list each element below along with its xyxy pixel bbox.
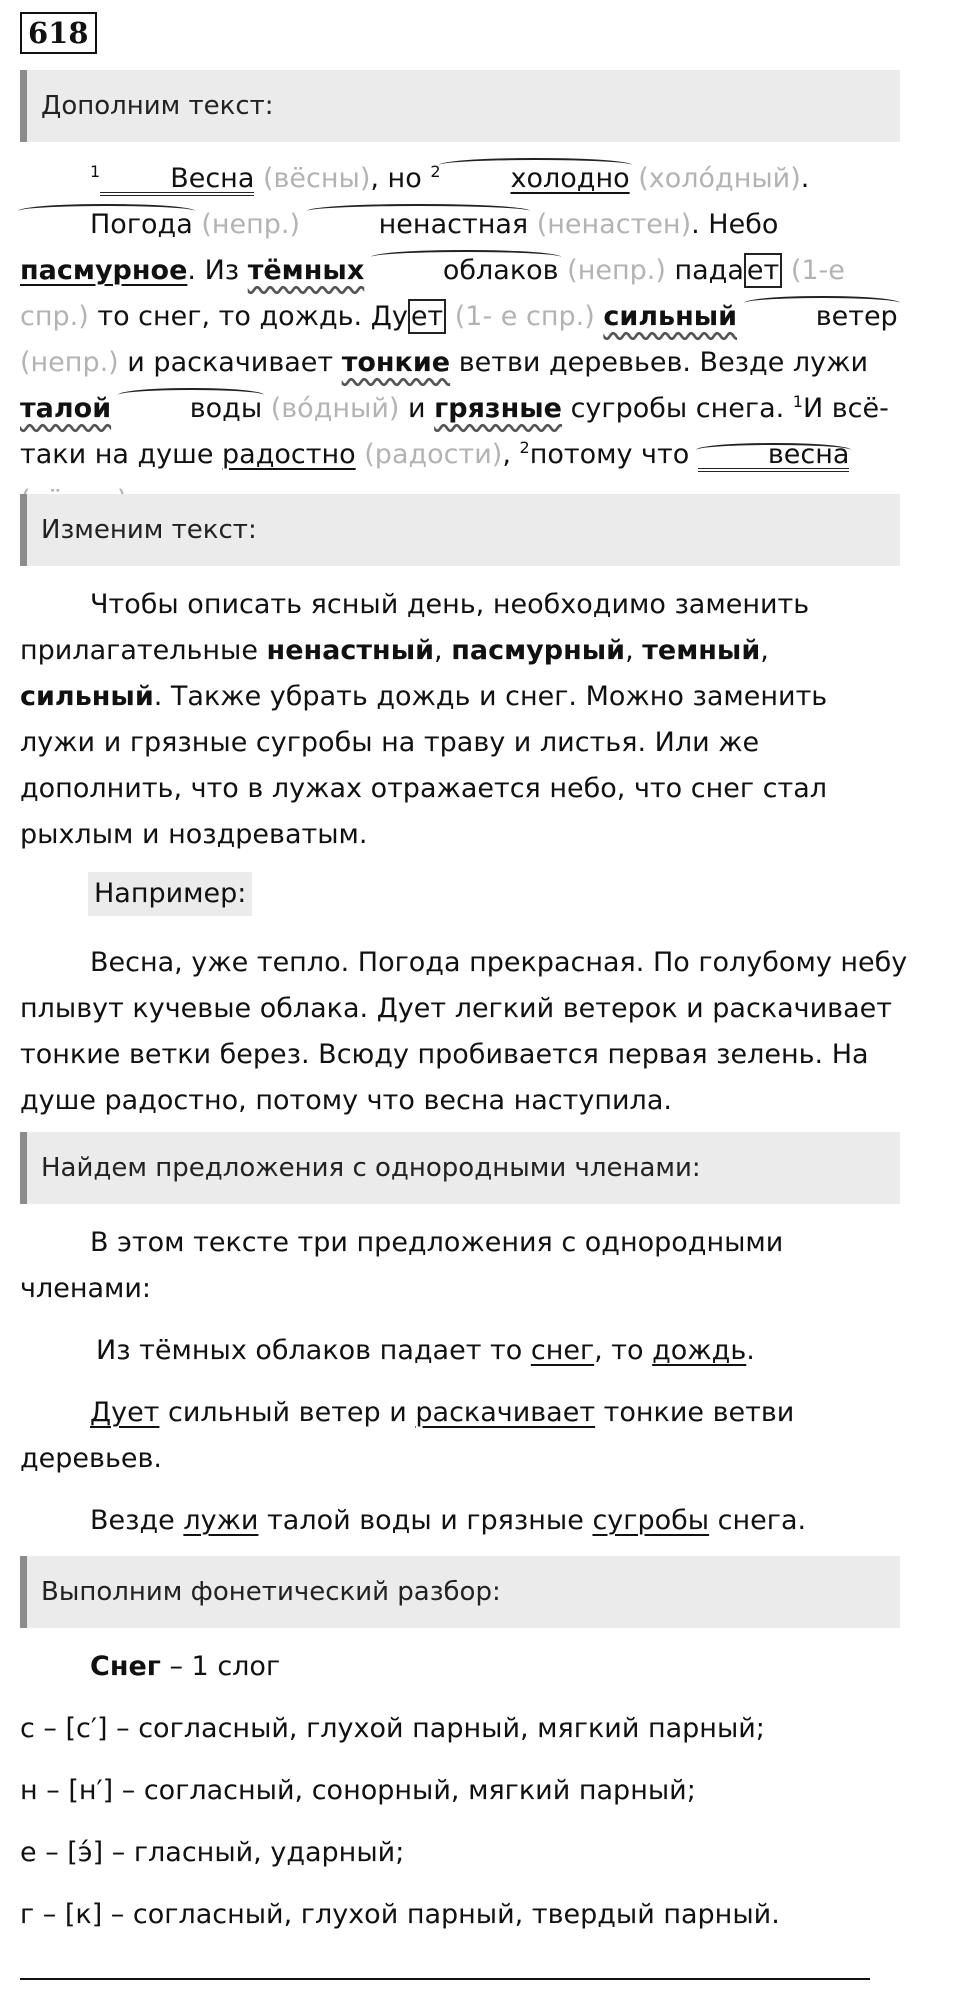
underlined-word: дождь (652, 1335, 747, 1366)
homogeneous-sentence-2 (20, 1390, 910, 1482)
text-fragment: , (760, 635, 769, 666)
hint-oblakov: (непр.) (567, 255, 666, 286)
word-pasmurnoe: пасмурное (20, 255, 188, 286)
word-duet-root: Ду (370, 301, 408, 332)
task-number: 618 (20, 12, 97, 54)
word-vesna-2: весна (698, 441, 850, 472)
text-fragment: . (800, 163, 810, 194)
text-fragment: Чтобы описать ясный день, необходимо заменить прилагательные (20, 589, 810, 666)
phonetic-word-heading (20, 1644, 910, 1690)
completed-text-paragraph (20, 156, 910, 524)
word-gryaznye: грязные (434, 393, 562, 424)
hint-veter: (непр.) (20, 347, 119, 378)
word-pogoda: Погода (20, 202, 193, 248)
underlined-word: раскачивает (415, 1397, 596, 1428)
text-fragment: . Небо (691, 209, 779, 240)
hint-pogoda: (непр.) (201, 209, 301, 240)
homogeneous-sentence-1 (20, 1328, 960, 1374)
word-padaet-root: пада (674, 255, 744, 286)
word-taloy: талой (20, 393, 112, 424)
word-vody: воды (120, 386, 262, 432)
sentence-number: 2 (430, 162, 441, 181)
section-header-homogeneous: Найдем предложения с однородными членами: (20, 1132, 900, 1204)
phonetic-word: Снег (90, 1651, 161, 1682)
text-fragment: . Также убрать дождь и снег. Можно заменить лужи и грязные сугробы на траву и листья. Или же дополнить, что в лужах отражается небо, что снег стал рыхлым и ноздреватым. (20, 681, 828, 850)
hint-padaet: (1-е спр.) (20, 255, 845, 332)
text-fragment: ветви деревьев. Везде лужи (450, 347, 869, 378)
hint-nenastnaya: (ненастен) (536, 209, 692, 240)
section-header-phonetic: Выполним фонетический разбор: (20, 1556, 900, 1628)
word-vesna: Весна (100, 165, 254, 196)
sentence-number: 1 (90, 162, 101, 181)
word-padaet-ending: ет (744, 253, 782, 288)
text-fragment: Из тёмных облаков падает то (96, 1335, 531, 1366)
sentence-number: 1 (792, 392, 803, 411)
adjective-nenastny: ненастный (266, 635, 435, 666)
text-fragment: , (625, 635, 643, 666)
text-fragment: , (434, 635, 452, 666)
underlined-word: снег (530, 1335, 595, 1366)
text-fragment: и раскачивает (118, 347, 342, 378)
word-veter: ветер (746, 294, 898, 340)
section-header-complete-text: Дополним текст: (20, 70, 900, 142)
section-header-change-text: Изменим текст: (20, 494, 900, 566)
sentence-number: 2 (519, 438, 530, 457)
word-temnyh: тёмных (247, 255, 365, 286)
text-fragment: потому что (529, 439, 698, 470)
text-fragment: снега. (709, 1505, 807, 1536)
example-paragraph: Весна, уже тепло. Погода прекрасная. По голубому небу плывут кучевые облака. Дует легкий ветерок и раскачивает тонкие ветки берез. Всюду пробивается первая зелень. На душе радостно, потому что весна наступила. (20, 947, 908, 1116)
word-duet-ending: ет (408, 299, 446, 334)
text-fragment: И всё-таки на душе (20, 393, 889, 470)
text-fragment: и (399, 393, 435, 424)
text-fragment: , то (594, 1335, 653, 1366)
hint-vesna: (вёсны) (262, 163, 371, 194)
syllable-count: – 1 слог (160, 1651, 281, 1682)
hint-radostno: (радости) (364, 439, 503, 470)
hint-holodno: (холóдный) (638, 163, 801, 194)
text-fragment: , (502, 439, 511, 470)
change-text-paragraph (20, 582, 910, 858)
phonetic-line-n: н – [н′] – согласный, сонорный, мягкий парный; (20, 1775, 696, 1806)
underlined-word: сугробы (592, 1505, 710, 1536)
word-nenastnaya: ненастная (309, 202, 528, 248)
word-radostno: радостно (222, 439, 356, 470)
text-fragment: то снег, то дождь. (88, 301, 371, 332)
text-fragment: , но (370, 163, 431, 194)
phonetic-line-e: е – [э́] – гласный, ударный; (20, 1837, 405, 1868)
text-fragment: . (746, 1335, 755, 1366)
homogeneous-intro: В этом тексте три предложения с однородными членами: (20, 1227, 784, 1304)
word-silny: сильный (603, 301, 738, 332)
example-label: Например: (88, 872, 252, 916)
hint-duet: (1- е спр.) (454, 301, 595, 332)
word-tonkie: тонкие (341, 347, 451, 378)
phonetic-line-g: г – [к] – согласный, глухой парный, твердый парный. (20, 1899, 780, 1930)
bottom-divider (20, 1978, 870, 1980)
homogeneous-sentence-3 (20, 1498, 910, 1544)
word-holodno: холодно (441, 156, 630, 202)
text-fragment: тонкие ветви деревьев. (20, 1397, 795, 1474)
text-fragment: талой воды и грязные (258, 1505, 593, 1536)
text-fragment: . Из (187, 255, 248, 286)
text-fragment: сугробы снега. (561, 393, 793, 424)
hint-vody: (вóдный) (270, 393, 400, 424)
text-fragment: сильный ветер и (159, 1397, 416, 1428)
adjective-temny: темный (642, 635, 761, 666)
underlined-word: Дует (90, 1397, 160, 1428)
adjective-pasmurny: пасмурный (451, 635, 626, 666)
underlined-word: лужи (183, 1505, 259, 1536)
word-oblakov: облаков (373, 248, 559, 294)
adjective-silny: сильный (20, 681, 154, 712)
text-fragment: Везде (90, 1505, 184, 1536)
phonetic-line-s: с – [с′] – согласный, глухой парный, мягкий парный; (20, 1713, 765, 1744)
